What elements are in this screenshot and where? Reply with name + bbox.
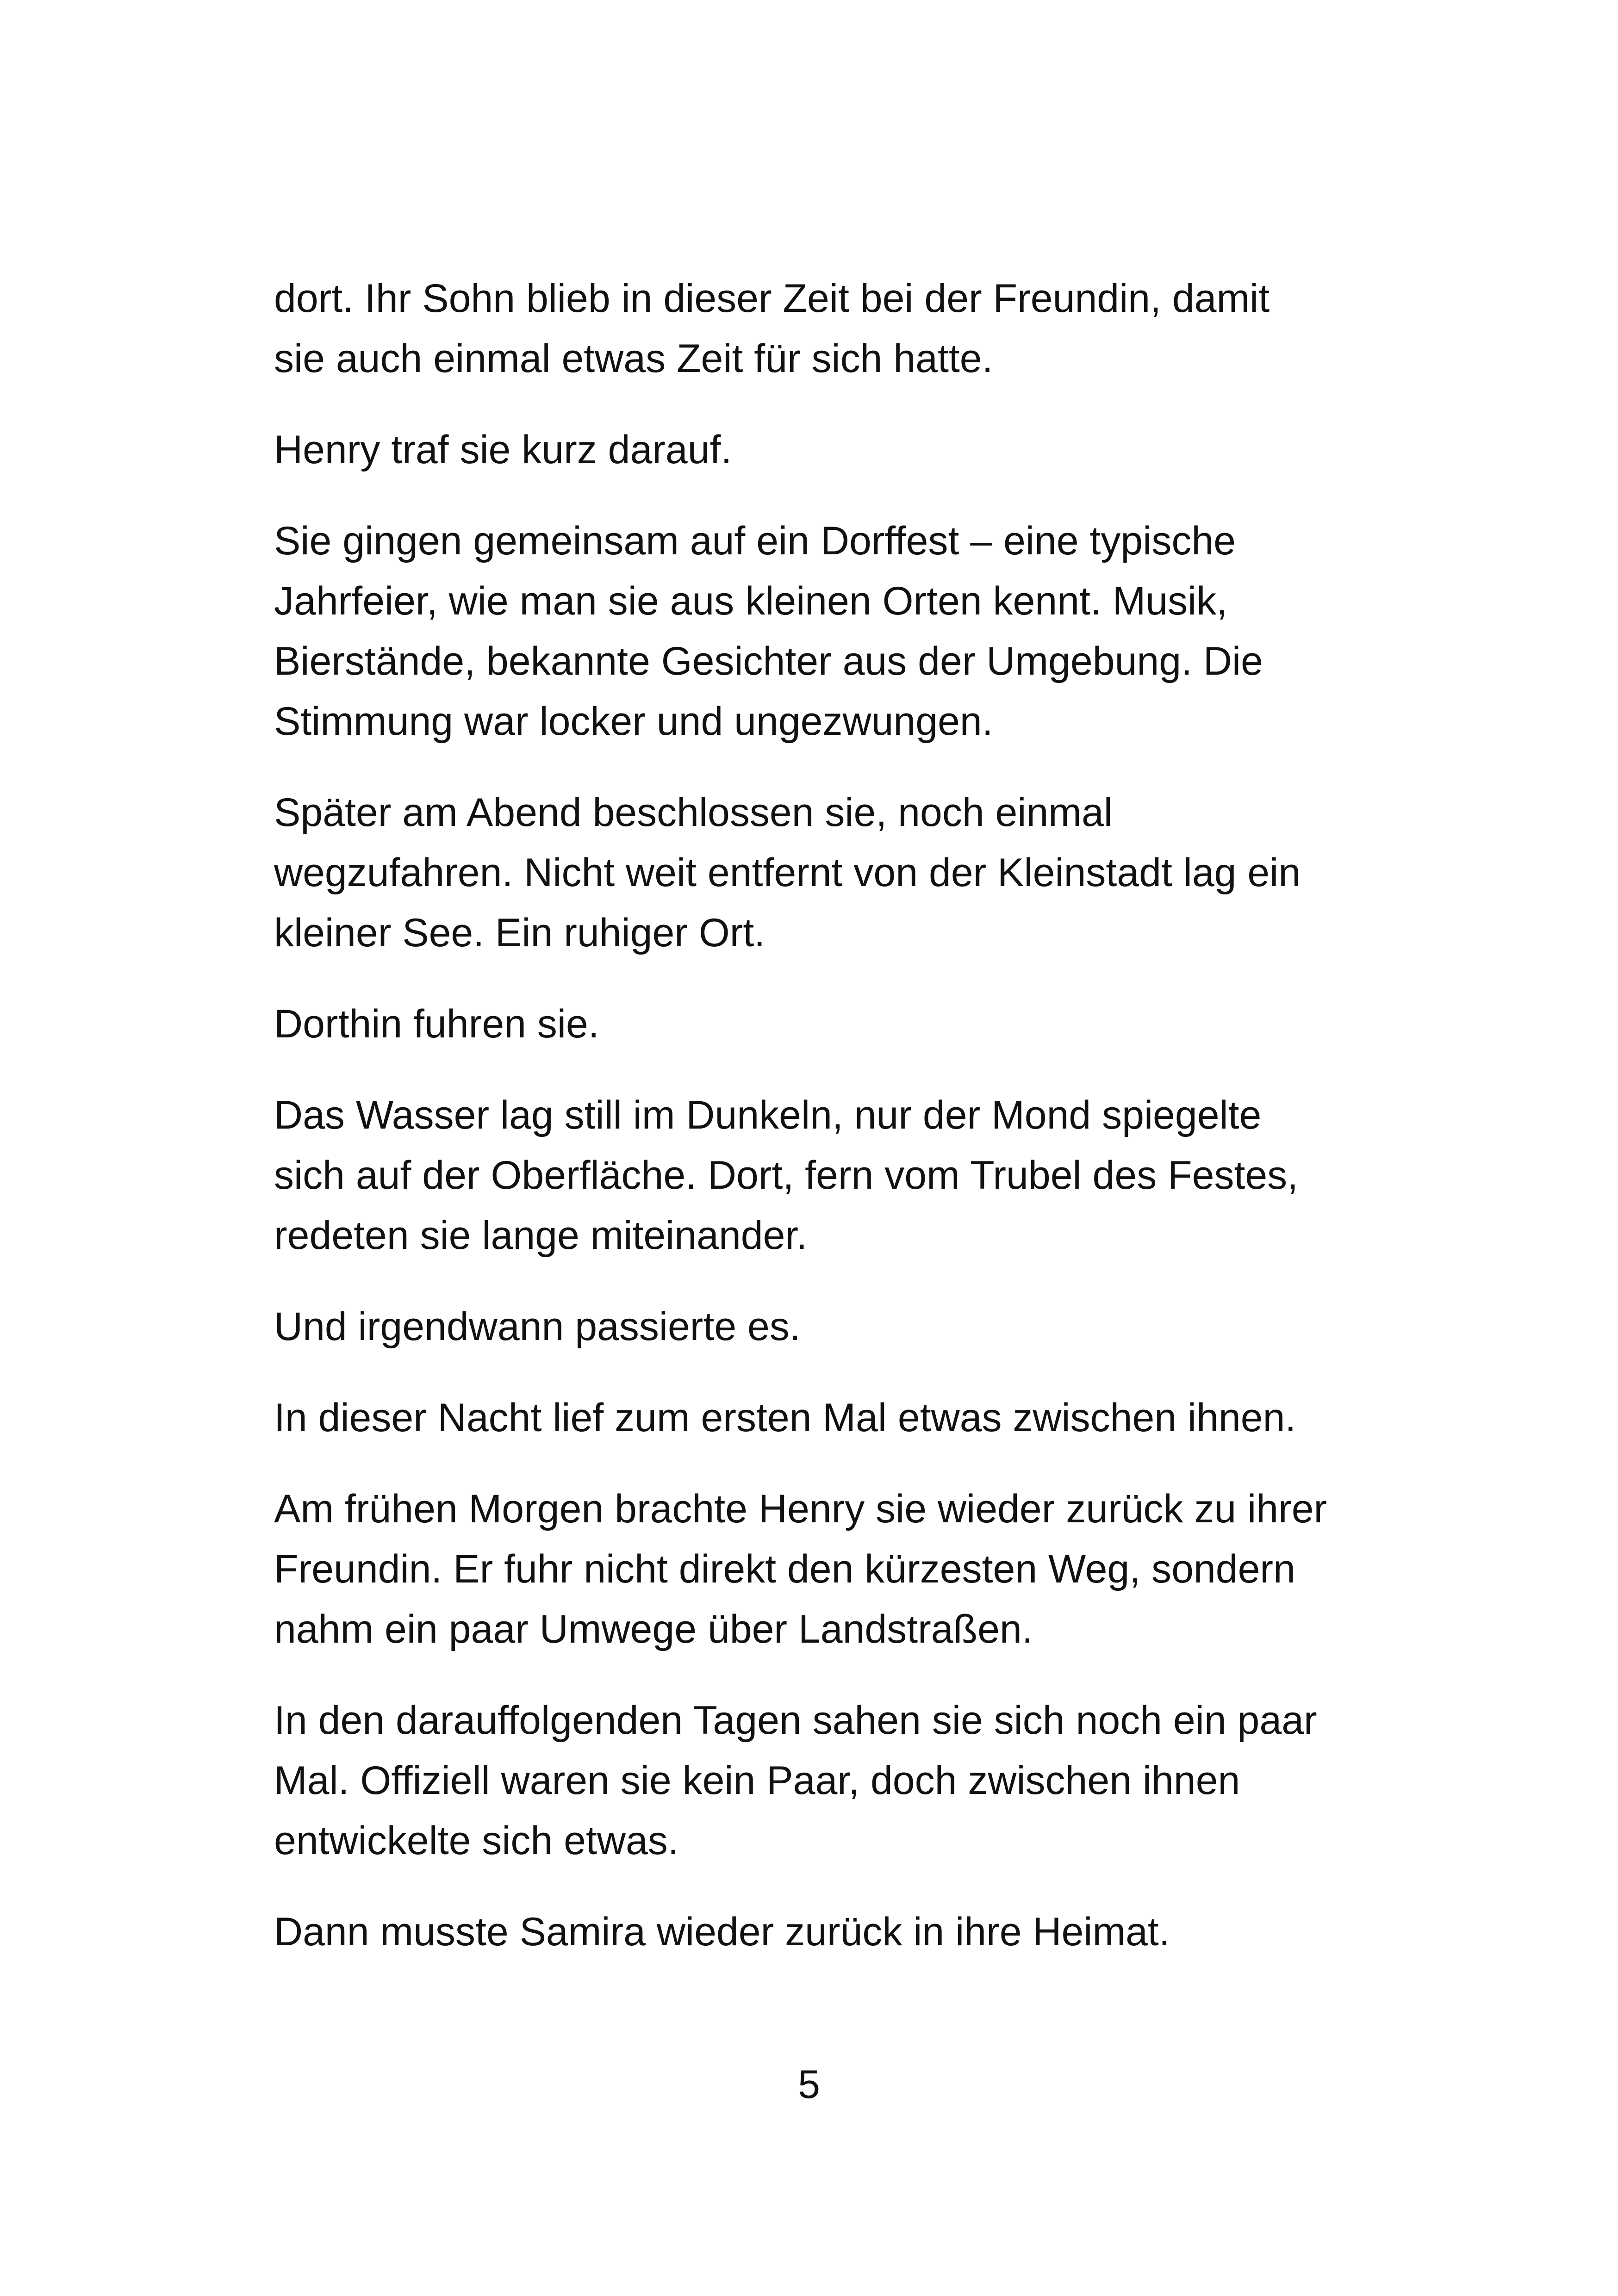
paragraph: Sie gingen gemeinsam auf ein Dorffest – eine typische Jahrfeier, wie man sie aus kleinen Orten kennt. Musik, Bierstände, bekannte Gesichter aus der Umgebung. Die Stimmung war locker und ungezwungen.: [274, 519, 1263, 744]
paragraph: Später am Abend beschlossen sie, noch einmal wegzufahren. Nicht weit entfernt von der Kleinstadt lag ein kleiner See. Ein ruhiger Ort.: [274, 790, 1301, 955]
paragraph: Henry traf sie kurz darauf.: [274, 428, 732, 472]
page-number: 5: [798, 2062, 820, 2107]
paragraph: In dieser Nacht lief zum ersten Mal etwas zwischen ihnen.: [274, 1396, 1296, 1440]
paragraph: Am frühen Morgen brachte Henry sie wieder zurück zu ihrer Freundin. Er fuhr nicht direkt den kürzesten Weg, sondern nahm ein paar Umwege über Landstraßen.: [274, 1487, 1327, 1651]
paragraph: Und irgendwann passierte es.: [274, 1304, 801, 1349]
paragraph: Dann musste Samira wieder zurück in ihre Heimat.: [274, 1910, 1170, 1954]
paragraph: Das Wasser lag still im Dunkeln, nur der Mond spiegelte sich auf der Oberfläche. Dort, fern vom Trubel des Festes, redeten sie lange miteinander.: [274, 1093, 1299, 1258]
body-text: [274, 268, 1375, 1993]
paragraph: Dorthin fuhren sie.: [274, 1002, 599, 1046]
paragraph: In den darauffolgenden Tagen sahen sie sich noch ein paar Mal. Offiziell waren sie kein Paar, doch zwischen ihnen entwickelte sich etwas.: [274, 1698, 1317, 1863]
paragraph: dort. Ihr Sohn blieb in dieser Zeit bei der Freundin, damit sie auch einmal etwas Zeit für sich hatte.: [274, 276, 1270, 381]
